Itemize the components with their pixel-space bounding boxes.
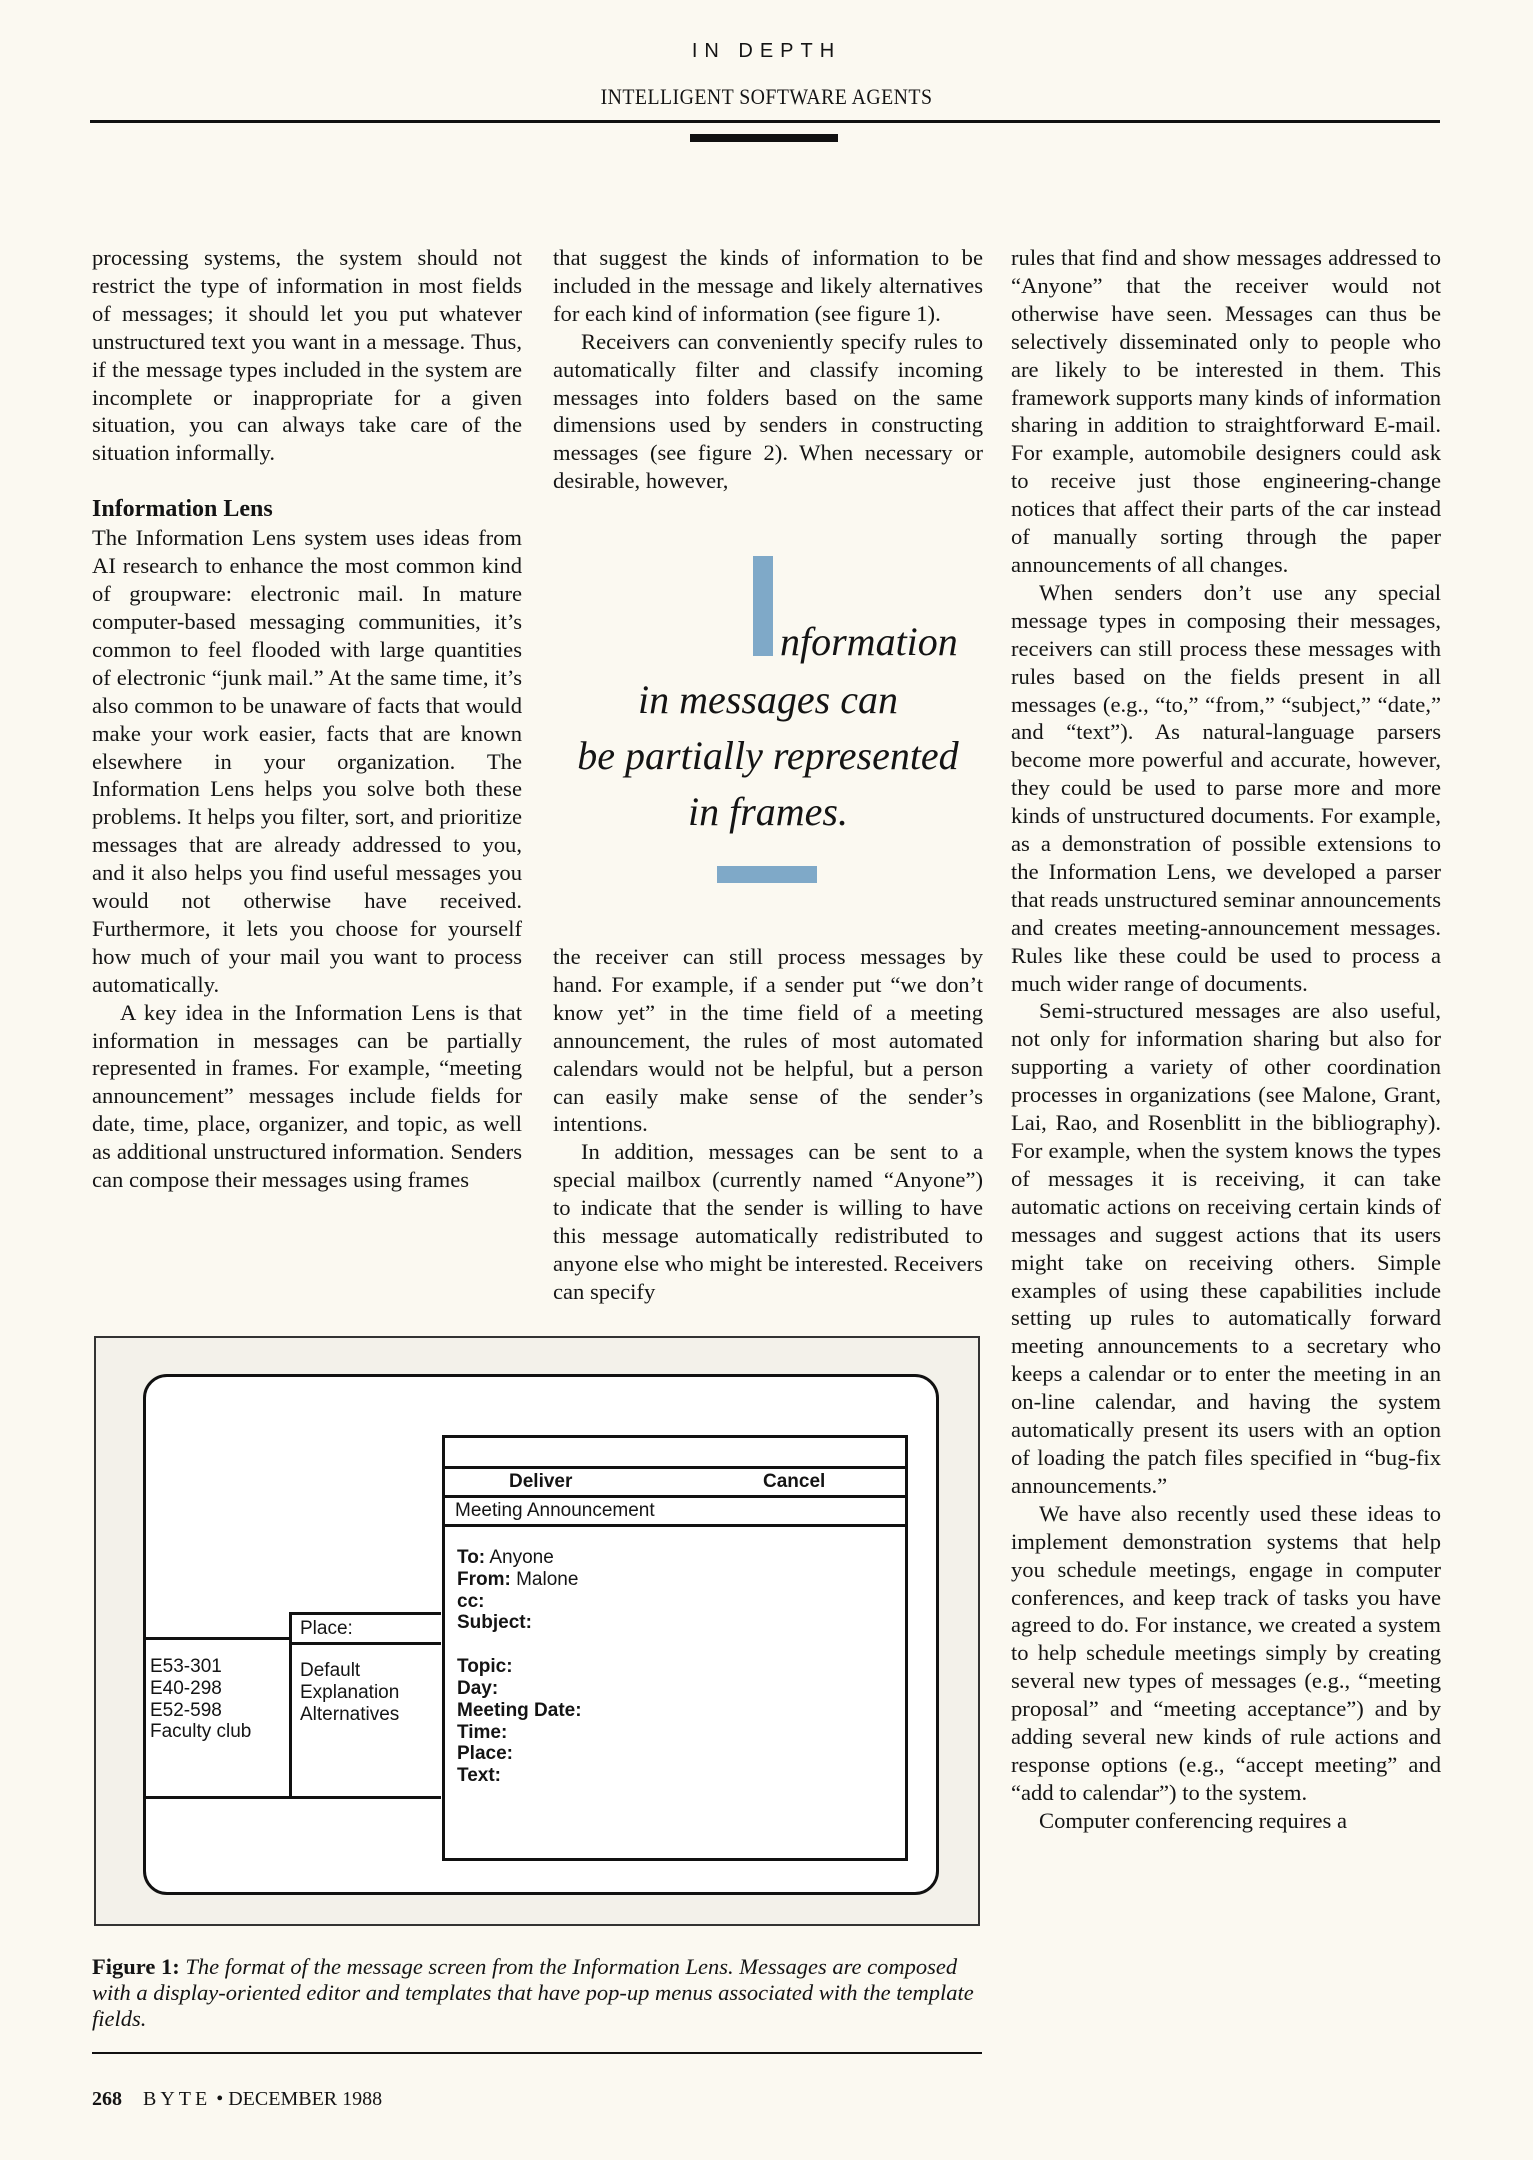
message-screen-illustration (143, 1374, 939, 1895)
magazine-name: BYTE (143, 2088, 212, 2110)
message-fields (445, 1527, 905, 1787)
menu-item-alternative[interactable]: E40-298 (150, 1677, 222, 1699)
field-subject[interactable]: Subject: (457, 1612, 532, 1634)
pull-quote-line: nformation (780, 619, 958, 664)
footer-separator: • (216, 2088, 224, 2110)
series-title: INTELLIGENT SOFTWARE AGENTS (600, 84, 933, 109)
field-meeting-date[interactable]: Meeting Date: (457, 1699, 582, 1721)
field-place[interactable]: Place: (457, 1743, 513, 1765)
menu-item-alternatives[interactable]: Alternatives (300, 1703, 400, 1725)
page-footer (92, 2088, 382, 2111)
pull-quote-line: in frames. (688, 789, 848, 834)
alternatives-popup-menu (143, 1637, 289, 1799)
article-column-2-bottom (553, 943, 983, 1306)
caption-rule (92, 2052, 982, 2054)
pull-quote-underline-bar (717, 866, 817, 883)
pull-quote-line: in messages can (638, 677, 898, 722)
paragraph: processing systems, the system should not restrict the type of information in most fields of messages; it should let you put whatever unstructured text you want in a message. Thus, if the message types included in the system are incomplete or inappropriate for a given situation, you can always take care of the situation informally. (92, 245, 522, 466)
field-time[interactable]: Time: (457, 1721, 508, 1743)
paragraph: When senders don’t use any special message types in composing their messages, receivers can still process these messages with rules based on the fields present in all messages (e.g., “to,” “from,” “subject,” “date,” and “text”). As natural-language parsers become more powerful and accurate, however, they could be used to parse more and more kinds of unstructured documents. For example, as a demonstration of possible extensions to the Information Lens, we developed a parser that reads unstructured seminar announcements and creates meeting-announcement messages. Rules like these could be used to process a much wider range of documents. (1011, 579, 1441, 996)
caption-label: Figure 1: (92, 1954, 180, 1979)
paragraph: A key idea in the Information Lens is that information in messages can be partially represented in frames. For example, “meeting announcement” messages include fields for date, time, place, organizer, and topic, as well as additional unstructured information. Senders can compose their messages using frames (92, 999, 522, 1193)
figure-caption (92, 1954, 992, 2032)
paragraph: We have also recently used these ideas to implement demonstration systems that help you schedule meetings, engage in computer conferences, and keep track of tasks you have agreed to do. For instance, we created a system to help schedule meetings simply by creating several new types of messages (e.g., “meeting proposal” and “meeting acceptance”) and by adding several new kinds of rule actions and response options (e.g., “accept meeting” and “add to calendar”) to the system. (1011, 1500, 1441, 1805)
paragraph: Semi-structured messages are also useful, not only for information sharing but also for supporting a variety of other coordination processes in organizations (see Malone, Grant, Lai, Rao, and Rosenblitt in the bibliography). For example, when the system knows the types of messages it is receiving, it can take automatic actions on receiving certain kinds of messages and suggest actions that its users might take on receiving others. Simple examples of using these capabilities include setting up rules to automatically forward meeting announcements to a secretary who keeps a calendar or to enter the meeting in an on-line calendar, and having the system automatically present its users with an option of loading the patch files specified in “bug-fix announcements.” (1011, 998, 1441, 1498)
paragraph: In addition, messages can be sent to a special mailbox (currently named “Anyone”) to indicate that the sender is willing to have this message automatically redistributed to anyone else who might be interested. Receivers can specify (553, 1139, 983, 1304)
issue-date: DECEMBER 1988 (228, 2088, 383, 2110)
window-title-bar (445, 1438, 905, 1469)
pull-quote (553, 672, 983, 840)
header-rule (90, 120, 1440, 123)
field-to[interactable]: To: Anyone (457, 1547, 554, 1568)
menu-item-explanation[interactable]: Explanation (300, 1681, 400, 1703)
field-text[interactable]: Text: (457, 1765, 501, 1787)
paragraph: the receiver can still process messages by hand. For example, if a sender put “we don’t know yet” in the time field of a meeting announcement, the rules of most automated calendars would not be helpful, but a person can easily make sense of the sender’s intentions. (553, 944, 983, 1137)
paragraph: that suggest the kinds of information to be included in the message and likely alternatives for each kind of information (see figure 1). (553, 245, 983, 326)
field-menu-title: Place: (292, 1615, 441, 1645)
page-number: 268 (92, 2088, 122, 2110)
article-column-3 (1011, 244, 1441, 1835)
field-cc[interactable]: cc: (457, 1590, 485, 1612)
field-day[interactable]: Day: (457, 1677, 499, 1699)
field-from[interactable]: From: Malone (457, 1568, 579, 1590)
menu-item-alternative[interactable]: Faculty club (150, 1721, 252, 1743)
paragraph: Receivers can conveniently specify rules to automatically filter and classify incoming messages into folders based on the same dimensions used by senders in constructing messages (see figure 2). When necessary or desirable, however, (553, 328, 983, 494)
header-accent-bar (690, 134, 838, 142)
deliver-button[interactable]: Deliver (509, 1471, 573, 1492)
paragraph: Computer conferencing requires a (1039, 1807, 1348, 1833)
menu-item-default[interactable]: Default (300, 1660, 361, 1681)
section-label: IN DEPTH (691, 40, 842, 62)
article-column-2-top (553, 244, 983, 495)
article-column-1 (92, 244, 522, 1194)
caption-text: The format of the message screen from the Information Lens. Messages are composed with a display-oriented editor and templates that have pop-up menus associated with the template fields. (92, 1954, 974, 2031)
pull-quote-initial-bar (753, 556, 773, 656)
message-type: Meeting Announcement (445, 1498, 905, 1527)
command-bar (445, 1469, 905, 1498)
paragraph: The Information Lens system uses ideas from AI research to enhance the most common kind of groupware: electronic mail. In mature computer-based messaging communities, it’s common to feel flooded with large quantities of electronic “junk mail.” At the same time, it’s also common to be unaware of facts that would make your work easier, facts that are known elsewhere in your organization. The Information Lens helps you solve both these problems. It helps you filter, sort, and prioritize messages that are already addressed to you, and it also helps you find useful messages you would not otherwise have received. Furthermore, it lets you choose for yourself how much of your mail you want to process automatically. (92, 525, 522, 997)
message-window (442, 1435, 908, 1861)
pull-quote-line: be partially represented (577, 733, 959, 778)
paragraph: rules that find and show messages addressed to “Anyone” that the receiver would not otherwise have seen. Messages can thus be selectively disseminated only to people who are likely to be interested in them. This framework supports many kinds of information sharing in addition to straightforward E-mail. For example, automobile designers could ask to receive just those engineering-change notices that affect their parts of the car instead of manually sorting through the paper announcements of all changes. (1011, 245, 1441, 577)
menu-item-alternative[interactable]: E52-598 (150, 1699, 222, 1721)
field-topic[interactable]: Topic: (457, 1656, 513, 1678)
menu-item-alternative[interactable]: E53-301 (150, 1656, 222, 1677)
subheading-information-lens: Information Lens (92, 496, 273, 523)
field-popup-menu (289, 1612, 441, 1799)
cancel-button[interactable]: Cancel (763, 1471, 826, 1492)
